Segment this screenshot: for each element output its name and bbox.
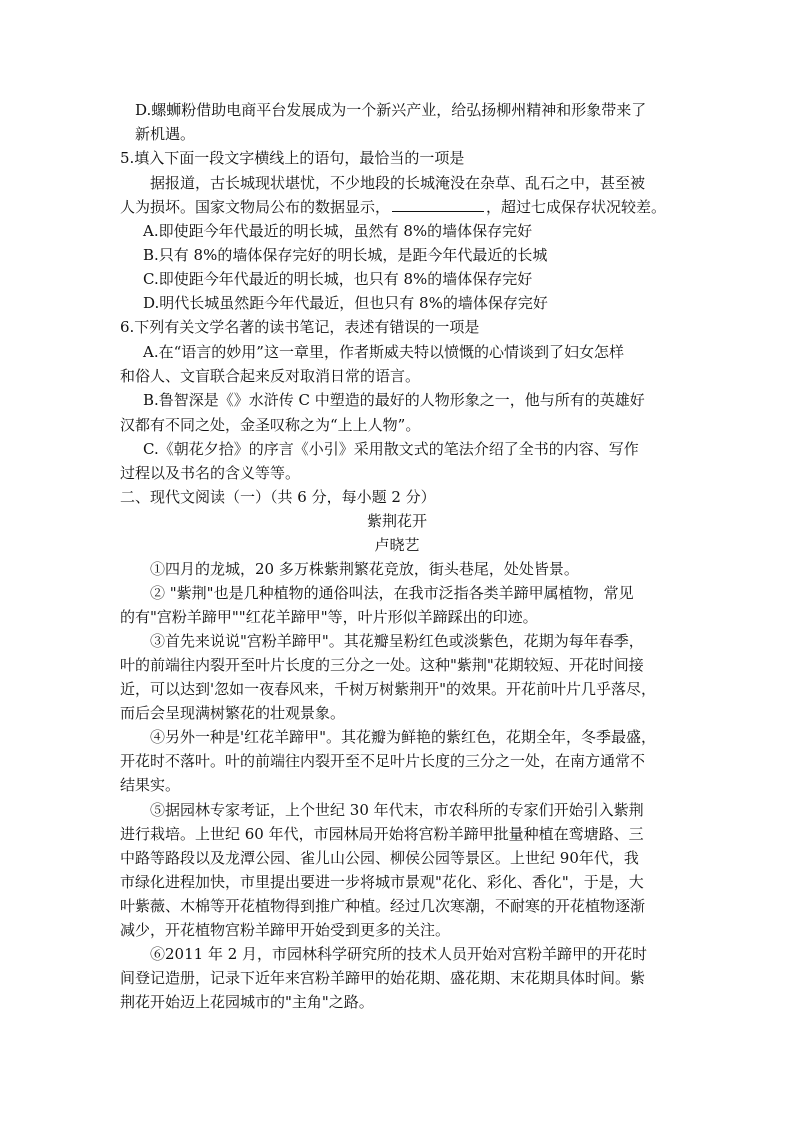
q5-passage-line2-start: 人为损坏。国家文物局公布的数据显示， [120, 198, 391, 216]
q6-option-b-line2: 汉都有不同之处，金圣叹称之为“上上人物”。 [120, 416, 421, 434]
q5-option-c: C.即使距今年代最近的明长城，也只有 8%的墙体保存完好 [143, 270, 533, 288]
q6-option-a-line2: 和俗人、文盲联合起来反对取消日常的语言。 [120, 367, 421, 385]
q4-option-d-line2: 新机遇。 [135, 125, 196, 143]
section2-heading: 二、现代文阅读（一）（共 6 分，每小题 2 分） [120, 488, 436, 506]
q5-passage-line1: 据报道，古长城现状堪忧，不少地段的长城淹没在杂草、乱石之中，甚至被 [150, 174, 646, 192]
article-title: 紫荆花开 [366, 512, 427, 530]
paragraph-5-line3: 中路等路段以及龙潭公园、雀儿山公园、柳侯公园等景区。上世纪 90年代，我 [120, 849, 639, 867]
paragraph-3-line1: ③首先来说说"宫粉羊蹄甲"。其花瓣呈粉红色或淡紫色，花期为每年春季， [150, 632, 644, 650]
q6-option-a-line1: A.在“语言的妙用”这一章里，作者斯威夫特以愤慨的心情谈到了妇女怎样 [143, 343, 624, 361]
paragraph-3-line3: 近，可以达到'忽如一夜春风来，千树万树紫荆开"的效果。开花前叶片几乎落尽， [120, 680, 657, 698]
q5-option-b: B.只有 8%的墙体保存完好的明长城，是距今年代最近的长城 [143, 246, 548, 264]
paragraph-4-line3: 结果实。 [120, 776, 181, 794]
paragraph-6-line1: ⑥2011 年 2 月，市园林科学研究所的技术人员开始对宫粉羊蹄甲的开花时 [150, 945, 648, 963]
paragraph-4-line1: ④另外一种是'红花羊蹄甲"。其花瓣为鲜艳的紫红色，花期全年，冬季最盛， [150, 728, 657, 746]
q6-option-c-line1: C.《朝花夕拾》的序言《小引》采用散文式的笔法介绍了全书的内容、写作 [143, 440, 639, 458]
paragraph-6-line2: 间登记造册，记录下近年来宫粉羊蹄甲的始花期、盛花期、末花期具体时间。紫 [120, 969, 646, 987]
q5-passage-line2 [120, 196, 666, 218]
paragraph-5-line1: ⑤据园林专家考证，上个世纪 30 年代末，市农科所的专家们开始引入紫荆 [150, 801, 644, 819]
q4-option-d-line1: D.螺蛳粉借助电商平台发展成为一个新兴产业，给弘扬柳州精神和形象带来了 [135, 101, 647, 119]
q5-answer-blank[interactable] [392, 197, 484, 212]
q6-option-b-line1: B.鲁智深是《》水浒传 C 中塑造的最好的人物形象之一，他与所有的英雄好 [143, 391, 645, 409]
paragraph-2-line2: 的有"宫粉羊蹄甲""红花羊蹄甲"等，叶片形似羊蹄踩出的印迹。 [120, 608, 538, 626]
paragraph-5-line5: 叶紫薇、木棉等开花植物得到推广种植。经过几次寒潮，不耐寒的开花植物逐渐 [120, 897, 646, 915]
q6-stem: 6.下列有关文学名著的读书笔记，表述有错误的一项是 [120, 318, 480, 336]
q5-stem: 5.填入下面一段文字横线上的语句，最恰当的一项是 [120, 149, 465, 167]
paragraph-1: ①四月的龙城，20 多万株紫荆繁花竞放，街头巷尾，处处皆景。 [150, 560, 579, 578]
paragraph-5-line4: 市绿化进程加快，市里提出要进一步将城市景观"花化、彩化、香化"，于是，大 [120, 873, 644, 891]
paragraph-2-line1: ② "紫荆"也是几种植物的通俗叫法，在我市泛指各类羊蹄甲属植物，常见 [150, 584, 634, 602]
q6-option-c-line2: 过程以及书名的含义等等。 [120, 464, 301, 482]
paragraph-4-line2: 开花时不落叶。叶的前端往内裂开至不足叶片长度的三分之一处，在南方通常不 [120, 752, 646, 770]
q5-passage-line2-end: ，超过七成保存状况较差。 [486, 198, 667, 216]
paragraph-3-line4: 而后会呈现满树繁花的壮观景象。 [120, 704, 346, 722]
q5-option-a: A.即使距今年代最近的明长城，虽然有 8%的墙体保存完好 [143, 222, 533, 240]
paragraph-3-line2: 叶的前端往内裂开至叶片长度的三分之一处。这种"紫荆"花期较短、开花时间接 [120, 656, 644, 674]
paragraph-5-line2: 进行栽培。上世纪 60 年代，市园林局开始将宫粉羊蹄甲批量种植在鸾塘路、三 [120, 825, 644, 843]
paragraph-5-line6: 减少，开花植物宫粉羊蹄甲开始受到更多的关注。 [120, 921, 451, 939]
article-author: 卢晓艺 [374, 536, 420, 554]
q5-option-d: D.明代长城虽然距今年代最近，但也只有 8%的墙体保存完好 [143, 294, 548, 312]
paragraph-6-line3: 荆花开始迈上花园城市的"主角"之路。 [120, 993, 374, 1011]
